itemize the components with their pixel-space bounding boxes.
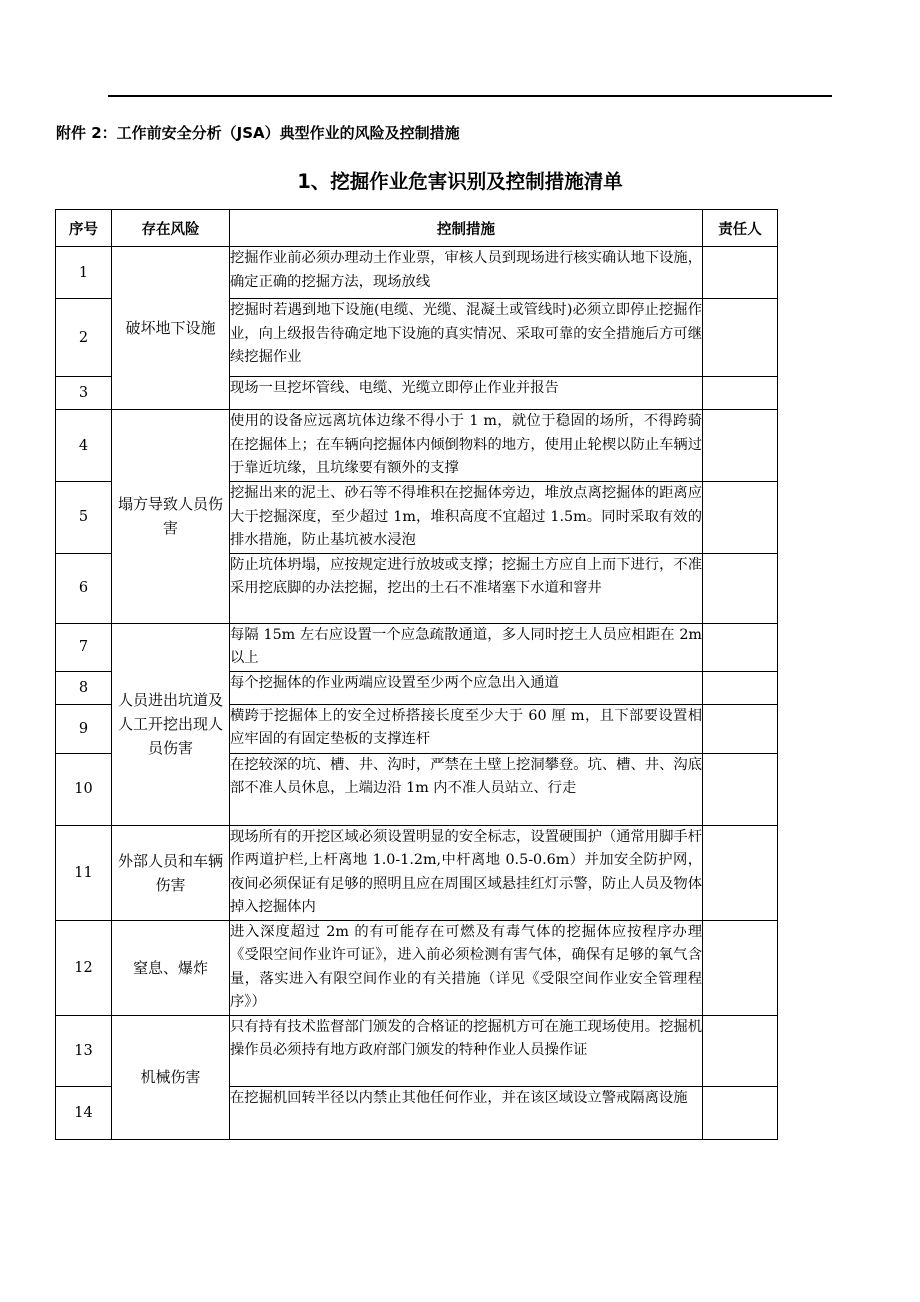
control-cell: 在挖较深的坑、槽、井、沟时，严禁在土壁上挖洞攀登。坑、槽、井、沟底部不准人员休息，上端边沿 1m 内不准人员站立、行走: [230, 753, 703, 825]
responsible-cell: [703, 825, 778, 920]
responsible-cell: [703, 623, 778, 671]
row-number: 3: [56, 377, 112, 410]
risk-cell: 窒息、爆炸: [112, 920, 230, 1015]
responsible-cell: [703, 553, 778, 623]
responsible-cell: [703, 247, 778, 299]
control-cell: 现场所有的开挖区域必须设置明显的安全标志，设置硬围护（通常用脚手杆作两道护栏,上杆离地 1.0-1.2m,中杆离地 0.5-0.6m）并加安全防护网，夜间必须保证有足够的照明且应在周围区域悬挂红灯示警，防止人员及物体掉入挖掘体内: [230, 825, 703, 920]
table-row: [56, 247, 778, 299]
responsible-cell: [703, 704, 778, 753]
control-cell: 在挖掘机回转半径以内禁止其他任何作业，并在该区域设立警戒隔离设施: [230, 1086, 703, 1139]
control-cell: 现场一旦挖坏管线、电缆、光缆立即停止作业并报告: [230, 377, 703, 410]
control-cell: 进入深度超过 2m 的有可能存在可燃及有毒气体的挖掘体应按程序办理《受限空间作业许可证》，进入前必须检测有害气体，确保有足够的氧气含量，落实进入有限空间作业的有关措施（详见《受限空间作业安全管理程序》）: [230, 920, 703, 1015]
responsible-cell: [703, 1086, 778, 1139]
row-number: 14: [56, 1086, 112, 1139]
table-row: [56, 825, 778, 920]
risk-cell: 人员进出坑道及人工开挖出现人员伤害: [112, 623, 230, 825]
control-cell: 每个挖掘体的作业两端应设置至少两个应急出入通道: [230, 671, 703, 704]
row-number: 7: [56, 623, 112, 671]
table-row: [56, 623, 778, 671]
row-number: 1: [56, 247, 112, 299]
responsible-cell: [703, 410, 778, 482]
header-rule: [108, 95, 832, 97]
control-cell: 挖掘作业前必须办理动土作业票，审核人员到现场进行核实确认地下设施，确定正确的挖掘方法，现场放线: [230, 247, 703, 299]
risk-cell: 塌方导致人员伤害: [112, 410, 230, 624]
risk-cell: 外部人员和车辆伤害: [112, 825, 230, 920]
row-number: 11: [56, 825, 112, 920]
control-cell: 防止坑体坍塌，应按规定进行放坡或支撑；挖掘土方应自上而下进行，不准采用挖底脚的办法挖掘，挖出的土石不准堵塞下水道和窨井: [230, 553, 703, 623]
responsible-cell: [703, 482, 778, 554]
row-number: 9: [56, 704, 112, 753]
risk-cell: 机械伤害: [112, 1015, 230, 1139]
section-title: 1、挖掘作业危害识别及控制措施清单: [297, 170, 623, 193]
row-number: 8: [56, 671, 112, 704]
row-number: 2: [56, 299, 112, 377]
annex-heading: 附件 2：工作前安全分析（JSA）典型作业的风险及控制措施: [56, 124, 460, 142]
table-row: [56, 920, 778, 1015]
control-cell: 横跨于挖掘体上的安全过桥搭接长度至少大于 60 厘 m，且下部要设置相应牢固的有固定垫板的支撑连杆: [230, 704, 703, 753]
jsa-table: [55, 209, 778, 1140]
control-cell: 每隔 15m 左右应设置一个应急疏散通道，多人同时挖土人员应相距在 2m 以上: [230, 623, 703, 671]
table-row: [56, 1015, 778, 1086]
responsible-cell: [703, 753, 778, 825]
responsible-cell: [703, 671, 778, 704]
row-number: 10: [56, 753, 112, 825]
row-number: 4: [56, 410, 112, 482]
responsible-cell: [703, 920, 778, 1015]
risk-cell: 破坏地下设施: [112, 247, 230, 410]
responsible-cell: [703, 1015, 778, 1086]
control-cell: 使用的设备应远离坑体边缘不得小于 1 m，就位于稳固的场所，不得跨骑在挖掘体上；在车辆向挖掘体内倾倒物料的地方，使用止轮楔以防止车辆过于靠近坑缘，且坑缘要有额外的支撑: [230, 410, 703, 482]
row-number: 13: [56, 1015, 112, 1086]
header-risk: 存在风险: [112, 210, 230, 247]
control-cell: 只有持有技术监督部门颁发的合格证的挖掘机方可在施工现场使用。挖掘机操作员必须持有地方政府部门颁发的特种作业人员操作证: [230, 1015, 703, 1086]
control-cell: 挖掘时若遇到地下设施(电缆、光缆、混凝土或管线时)必须立即停止挖掘作业，向上级报告待确定地下设施的真实情况、采取可靠的安全措施后方可继续挖掘作业: [230, 299, 703, 377]
row-number: 12: [56, 920, 112, 1015]
header-number: 序号: [56, 210, 112, 247]
table-header-row: [56, 210, 778, 247]
responsible-cell: [703, 299, 778, 377]
row-number: 5: [56, 482, 112, 554]
header-responsible: 责任人: [703, 210, 778, 247]
responsible-cell: [703, 377, 778, 410]
row-number: 6: [56, 553, 112, 623]
header-control: 控制措施: [230, 210, 703, 247]
table-row: [56, 410, 778, 482]
control-cell: 挖掘出来的泥土、砂石等不得堆积在挖掘体旁边，堆放点离挖掘体的距离应大于挖掘深度，至少超过 1m，堆积高度不宜超过 1.5m。同时采取有效的排水措施，防止基坑被水浸泡: [230, 482, 703, 554]
